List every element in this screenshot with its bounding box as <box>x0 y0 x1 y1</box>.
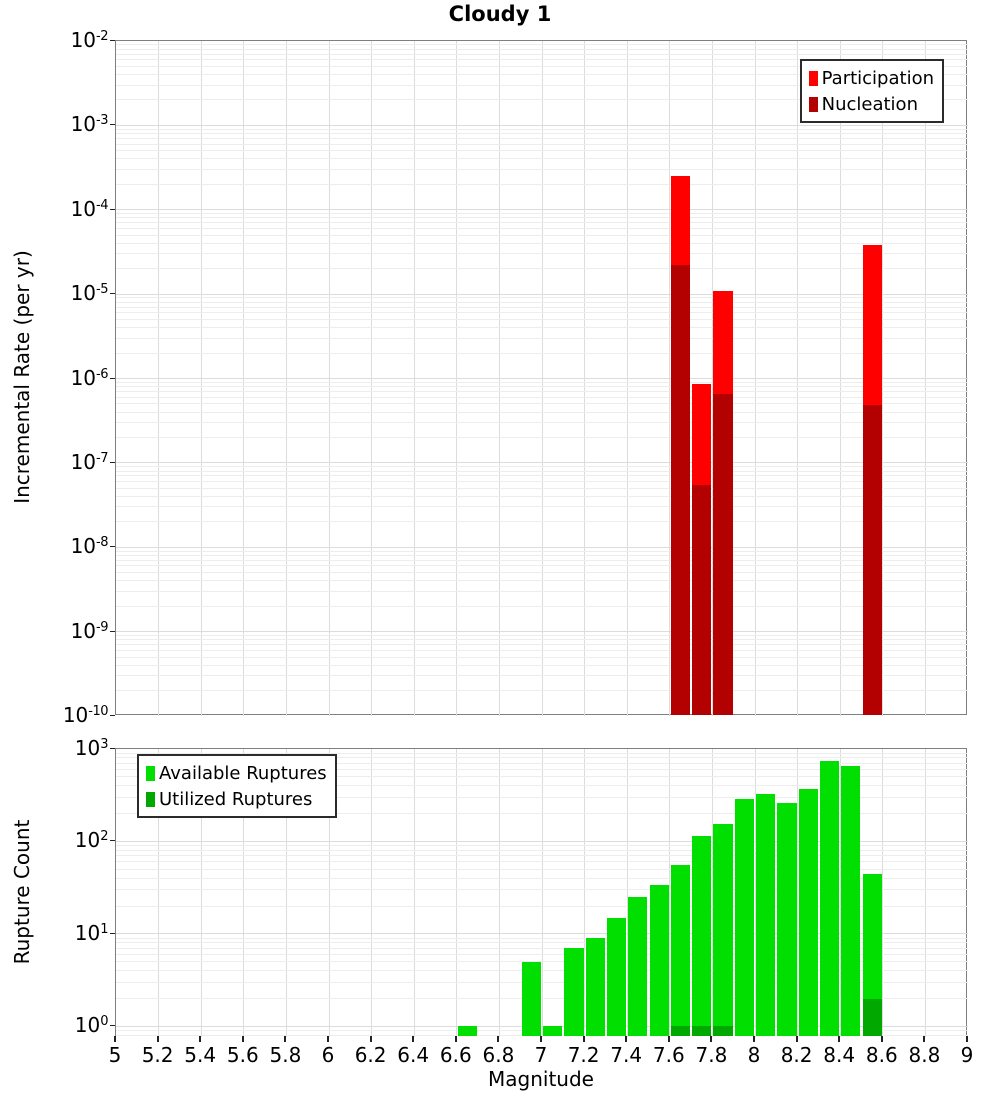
bar-available-ruptures <box>841 766 860 1036</box>
x-tick-label: 6 <box>321 1043 335 1067</box>
participation-swatch <box>809 71 818 86</box>
minor-gridline <box>116 878 968 879</box>
legend-item-participation <box>809 65 934 91</box>
minor-gridline <box>116 382 968 383</box>
minor-gridline <box>116 496 968 497</box>
bar-overlay-utilized-ruptures <box>713 1026 732 1036</box>
minor-gridline <box>116 391 968 392</box>
y-tick-mark <box>110 715 115 716</box>
x-tick-mark <box>114 1036 116 1042</box>
legend-bottom-chart <box>137 754 337 818</box>
vertical-gridline <box>371 749 372 1037</box>
minor-gridline <box>116 572 968 573</box>
y-tick-mark <box>110 209 115 210</box>
minor-gridline <box>116 961 968 962</box>
x-tick-mark <box>838 1036 840 1042</box>
minor-gridline <box>116 312 968 313</box>
minor-gridline <box>116 644 968 645</box>
major-gridline <box>116 209 968 210</box>
y-tick-label: $10^3$ <box>74 736 108 760</box>
minor-gridline <box>116 948 968 949</box>
bar-overlay-utilized-ruptures <box>671 1026 690 1036</box>
minor-gridline <box>116 412 968 413</box>
minor-gridline <box>116 138 968 139</box>
x-tick-mark <box>796 1036 798 1042</box>
y-tick-label: $10^{-7}$ <box>70 449 108 474</box>
y-tick-label: $10^0$ <box>74 1013 108 1038</box>
x-tick-label: 7.4 <box>610 1043 643 1067</box>
x-tick-label: 8.6 <box>865 1043 898 1067</box>
major-gridline <box>116 933 968 934</box>
minor-gridline <box>116 129 968 130</box>
x-tick-mark <box>710 1036 712 1042</box>
y-tick-mark <box>110 840 115 841</box>
minor-gridline <box>116 1035 968 1036</box>
minor-gridline <box>116 580 968 581</box>
major-gridline <box>116 547 968 548</box>
x-tick-mark <box>923 1036 925 1042</box>
chart-title: Cloudy 1 <box>448 2 552 26</box>
bar-available-ruptures <box>628 897 647 1036</box>
x-tick-mark <box>157 1036 159 1042</box>
minor-gridline <box>116 133 968 134</box>
minor-gridline <box>116 521 968 522</box>
minor-gridline <box>116 555 968 556</box>
minor-gridline <box>116 982 968 983</box>
vertical-gridline <box>414 749 415 1037</box>
x-tick-label: 8 <box>747 1043 761 1067</box>
minor-gridline <box>116 869 968 870</box>
x-tick-mark <box>540 1036 542 1042</box>
minor-gridline <box>116 855 968 856</box>
minor-gridline <box>116 565 968 566</box>
minor-gridline <box>116 302 968 303</box>
y-tick-mark <box>110 933 115 934</box>
minor-gridline <box>116 481 968 482</box>
x-tick-label: 6.6 <box>439 1043 472 1067</box>
bar-available-ruptures <box>756 794 775 1036</box>
major-gridline <box>116 462 968 463</box>
vertical-gridline <box>882 749 883 1037</box>
minor-gridline <box>116 471 968 472</box>
x-tick-mark <box>753 1036 755 1042</box>
x-tick-mark <box>497 1036 499 1042</box>
minor-gridline <box>116 861 968 862</box>
y-tick-label: $10^{-4}$ <box>70 196 108 221</box>
minor-gridline <box>116 403 968 404</box>
x-tick-mark <box>370 1036 372 1042</box>
minor-gridline <box>116 327 968 328</box>
minor-gridline <box>116 184 968 185</box>
minor-gridline <box>116 690 968 691</box>
bar-available-ruptures <box>607 918 626 1036</box>
x-tick-label: 7.8 <box>695 1043 728 1067</box>
major-gridline <box>116 294 968 295</box>
y-tick-label: $10^{-8}$ <box>70 534 108 559</box>
bar-available-ruptures <box>543 1026 562 1036</box>
bar-overlay-nucleation <box>692 485 711 715</box>
minor-gridline <box>116 268 968 269</box>
minor-gridline <box>116 253 968 254</box>
bar-available-ruptures <box>692 836 711 1036</box>
x-tick-label: 6.2 <box>354 1043 387 1067</box>
x-tick-label: 7.6 <box>652 1043 685 1067</box>
legend-label-utilized-ruptures: Utilized Ruptures <box>159 788 313 810</box>
nucleation-swatch <box>809 97 818 112</box>
minor-gridline <box>116 675 968 676</box>
x-tick-mark <box>327 1036 329 1042</box>
x-tick-mark <box>583 1036 585 1042</box>
y-tick-label: $10^{-10}$ <box>62 703 108 727</box>
legend-item-utilized-ruptures <box>146 786 327 812</box>
minor-gridline <box>116 44 968 45</box>
x-tick-mark <box>625 1036 627 1042</box>
y-tick-mark <box>110 378 115 379</box>
y-tick-mark <box>110 631 115 632</box>
minor-gridline <box>116 243 968 244</box>
x-tick-label: 6.8 <box>482 1043 515 1067</box>
available-ruptures-swatch <box>146 766 155 781</box>
legend-top-chart <box>800 59 944 123</box>
minor-gridline <box>116 353 968 354</box>
minor-gridline <box>116 889 968 890</box>
x-tick-mark <box>412 1036 414 1042</box>
minor-gridline <box>116 297 968 298</box>
minor-gridline <box>116 906 968 907</box>
y-tick-mark <box>110 124 115 125</box>
y-tick-mark <box>110 1025 115 1026</box>
utilized-ruptures-swatch <box>146 792 155 807</box>
minor-gridline <box>116 845 968 846</box>
bar-available-ruptures <box>799 789 818 1036</box>
bar-available-ruptures <box>713 824 732 1036</box>
x-tick-label: 8.8 <box>908 1043 941 1067</box>
major-gridline <box>116 378 968 379</box>
legend-label-participation: Participation <box>821 67 934 89</box>
legend-item-nucleation <box>809 91 934 117</box>
minor-gridline <box>116 954 968 955</box>
minor-gridline <box>116 591 968 592</box>
x-tick-mark <box>242 1036 244 1042</box>
minor-gridline <box>116 217 968 218</box>
bar-overlay-nucleation <box>671 265 690 715</box>
x-tick-label: 7 <box>534 1043 548 1067</box>
minor-gridline <box>116 998 968 999</box>
bar-available-ruptures <box>586 938 605 1036</box>
minor-gridline <box>116 235 968 236</box>
legend-item-available-ruptures <box>146 760 327 786</box>
x-tick-mark <box>284 1036 286 1042</box>
major-gridline <box>116 841 968 842</box>
minor-gridline <box>116 386 968 387</box>
x-tick-label: 5.6 <box>226 1043 259 1067</box>
minor-gridline <box>116 606 968 607</box>
y-tick-label: $10^{-5}$ <box>70 281 108 306</box>
bar-overlay-nucleation <box>863 405 882 715</box>
minor-gridline <box>116 475 968 476</box>
x-tick-mark <box>668 1036 670 1042</box>
minor-gridline <box>116 665 968 666</box>
vertical-gridline <box>542 749 543 1037</box>
major-gridline <box>116 631 968 632</box>
minor-gridline <box>116 338 968 339</box>
bar-available-ruptures <box>650 885 669 1036</box>
y-tick-mark <box>110 40 115 41</box>
bar-available-ruptures <box>735 799 754 1036</box>
major-gridline <box>116 125 968 126</box>
y-tick-label: $10^{-6}$ <box>70 365 108 390</box>
minor-gridline <box>116 466 968 467</box>
minor-gridline <box>116 506 968 507</box>
x-tick-label: 5.4 <box>184 1043 217 1067</box>
bar-overlay-nucleation <box>713 394 732 715</box>
bar-available-ruptures <box>522 962 541 1036</box>
x-tick-label: 7.2 <box>567 1043 600 1067</box>
minor-gridline <box>116 650 968 651</box>
minor-gridline <box>116 169 968 170</box>
bar-overlay-utilized-ruptures <box>863 999 882 1036</box>
minor-gridline <box>116 560 968 561</box>
y-tick-label: $10^{-2}$ <box>70 28 108 52</box>
minor-gridline <box>116 158 968 159</box>
minor-gridline <box>116 307 968 308</box>
y-axis-label-top: Incremental Rate (per yr) <box>10 250 34 504</box>
minor-gridline <box>116 551 968 552</box>
bar-available-ruptures <box>820 761 839 1036</box>
y-tick-mark <box>110 462 115 463</box>
legend-label-available-ruptures: Available Ruptures <box>159 762 327 784</box>
minor-gridline <box>116 635 968 636</box>
x-tick-mark <box>455 1036 457 1042</box>
y-tick-mark <box>110 546 115 547</box>
minor-gridline <box>116 850 968 851</box>
x-tick-label: 5 <box>108 1043 122 1067</box>
minor-gridline <box>116 639 968 640</box>
x-tick-mark <box>199 1036 201 1042</box>
vertical-gridline <box>499 749 500 1037</box>
y-tick-label: $10^2$ <box>74 828 108 853</box>
major-gridline <box>116 1026 968 1027</box>
y-tick-label: $10^{-3}$ <box>70 112 108 137</box>
minor-gridline <box>116 970 968 971</box>
minor-gridline <box>116 488 968 489</box>
minor-gridline <box>116 422 968 423</box>
minor-gridline <box>116 49 968 50</box>
x-axis-label: Magnitude <box>488 1067 594 1091</box>
minor-gridline <box>116 942 968 943</box>
bar-available-ruptures <box>458 1026 477 1036</box>
x-tick-mark <box>966 1036 968 1042</box>
bar-available-ruptures <box>671 865 690 1036</box>
minor-gridline <box>116 222 968 223</box>
x-tick-label: 9 <box>960 1043 974 1067</box>
x-tick-label: 8.4 <box>823 1043 856 1067</box>
x-tick-mark <box>881 1036 883 1042</box>
x-tick-label: 5.2 <box>141 1043 174 1067</box>
bottom-plot-area <box>115 748 967 1036</box>
minor-gridline <box>116 213 968 214</box>
minor-gridline <box>116 144 968 145</box>
minor-gridline <box>116 437 968 438</box>
minor-gridline <box>116 938 968 939</box>
y-tick-mark <box>110 748 115 749</box>
minor-gridline <box>116 319 968 320</box>
bar-available-ruptures <box>564 948 583 1036</box>
vertical-gridline <box>456 749 457 1037</box>
bar-available-ruptures <box>777 803 796 1036</box>
bar-overlay-utilized-ruptures <box>692 1026 711 1036</box>
minor-gridline <box>116 657 968 658</box>
y-tick-label: $10^{-9}$ <box>70 618 108 643</box>
minor-gridline <box>116 54 968 55</box>
y-tick-label: $10^1$ <box>74 920 108 945</box>
x-tick-label: 6.4 <box>397 1043 430 1067</box>
minor-gridline <box>116 150 968 151</box>
minor-gridline <box>116 397 968 398</box>
minor-gridline <box>116 1030 968 1031</box>
y-tick-mark <box>110 293 115 294</box>
x-tick-label: 5.8 <box>269 1043 302 1067</box>
top-plot-area <box>115 40 967 715</box>
vertical-gridline <box>925 749 926 1037</box>
y-axis-label-bottom: Rupture Count <box>10 819 34 965</box>
legend-label-nucleation: Nucleation <box>821 93 918 115</box>
minor-gridline <box>116 228 968 229</box>
x-tick-label: 8.2 <box>780 1043 813 1067</box>
